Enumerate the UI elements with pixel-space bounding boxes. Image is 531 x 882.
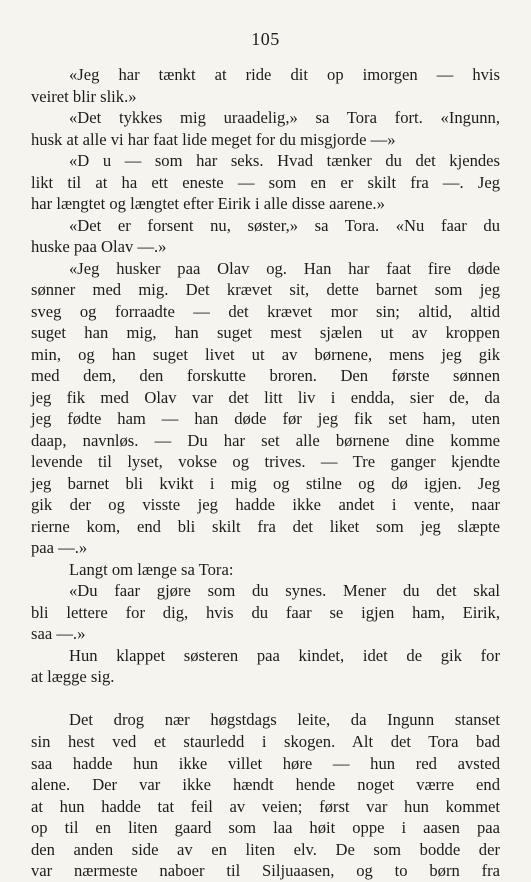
text-line: saa —.» <box>31 624 86 644</box>
text-line: «Det er forsent nu, søster,» sa Tora. «Nu faar du <box>69 215 500 235</box>
text-line: Hun klappet søsteren paa kindet, idet de gik for <box>69 645 500 665</box>
text-line: Det drog nær høgstdags leite, da Ingunn stanset <box>69 710 500 730</box>
text-line: veiret blir slik.» <box>31 86 137 106</box>
text-line: «D u — som har seks. Hvad tænker du det kjendes <box>69 151 500 171</box>
text-line: jeg barnet bli kvikt i mig og stilne og dø igjen. Jeg <box>31 473 500 493</box>
text-line: suget han mig, han suget mest sjælen ut av kroppen <box>31 323 500 343</box>
text-line: paa —.» <box>31 538 88 558</box>
paragraph-gap <box>31 688 500 710</box>
body-text <box>31 64 500 882</box>
text-line: alene. Der var ikke hændt hende noget værre end <box>31 775 500 795</box>
text-line: Langt om længe sa Tora: <box>69 559 234 579</box>
text-line: gik der og visste jeg hadde ikke andet i vente, naar <box>31 495 500 515</box>
text-line: at hun hadde tat feil av veien; først var hun kommet <box>31 796 500 816</box>
text-line: «Jeg har tænkt at ride dit op imorgen — hvis <box>69 65 500 84</box>
text-line: sønner med mig. Det krævet sit, dette barnet som jeg <box>31 280 500 300</box>
text-line: var nærmeste naboer til Siljuaasen, og to børn fra <box>31 861 500 881</box>
text-line: saa hadde hun ikke villet høre — hun red avsted <box>31 753 500 773</box>
text-line: den anden side av en liten elv. De som bodde der <box>31 839 500 859</box>
text-line: op til en liten gaard som laa høit oppe i aasen paa <box>31 818 500 838</box>
text-line: likt til at ha ett eneste — som en er skilt fra —. Jeg <box>31 172 500 192</box>
text-line: «Jeg husker paa Olav og. Han har faat fire døde <box>69 258 500 278</box>
text-line: «Det tykkes mig uraadelig,» sa Tora fort. «Ingunn, <box>69 108 500 128</box>
text-line: sin hest ved et staurledd i skogen. Alt det Tora bad <box>31 731 500 751</box>
text-line: har længtet og længtet efter Eirik i alle disse aarene.» <box>31 194 385 214</box>
text-line: husk at alle vi har faat lide meget for du misgjorde —» <box>31 129 396 149</box>
text-line: min, og han suget livet ut av børnene, mens jeg gik <box>31 344 500 364</box>
text-line: jeg fik med Olav var det litt liv i endda, sier de, da <box>31 387 500 407</box>
text-line: med dem, den forskutte broren. Den første sønnen <box>31 366 500 386</box>
text-line: jeg fødte ham — han døde før jeg fik set ham, uten <box>31 409 500 429</box>
text-line: at lægge sig. <box>31 667 115 687</box>
text-line: bli lettere for dig, hvis du faar se igjen ham, Eirik, <box>31 602 500 622</box>
text-line: daap, navnløs. — Du har set alle børnene dine komme <box>31 430 500 450</box>
page-number: 105 <box>251 29 280 49</box>
text-line: «Du faar gjøre som du synes. Mener du det skal <box>69 581 500 601</box>
text-line: sveg og forraadte — det krævet mor sin; altid, altid <box>31 301 500 321</box>
text-line: huske paa Olav —.» <box>31 237 167 257</box>
text-line: levende til lyset, vokse og trives. — Tre ganger kjendte <box>31 452 500 472</box>
text-line: rierne kom, end bli skilt fra det liket som jeg slæpte <box>31 516 500 536</box>
